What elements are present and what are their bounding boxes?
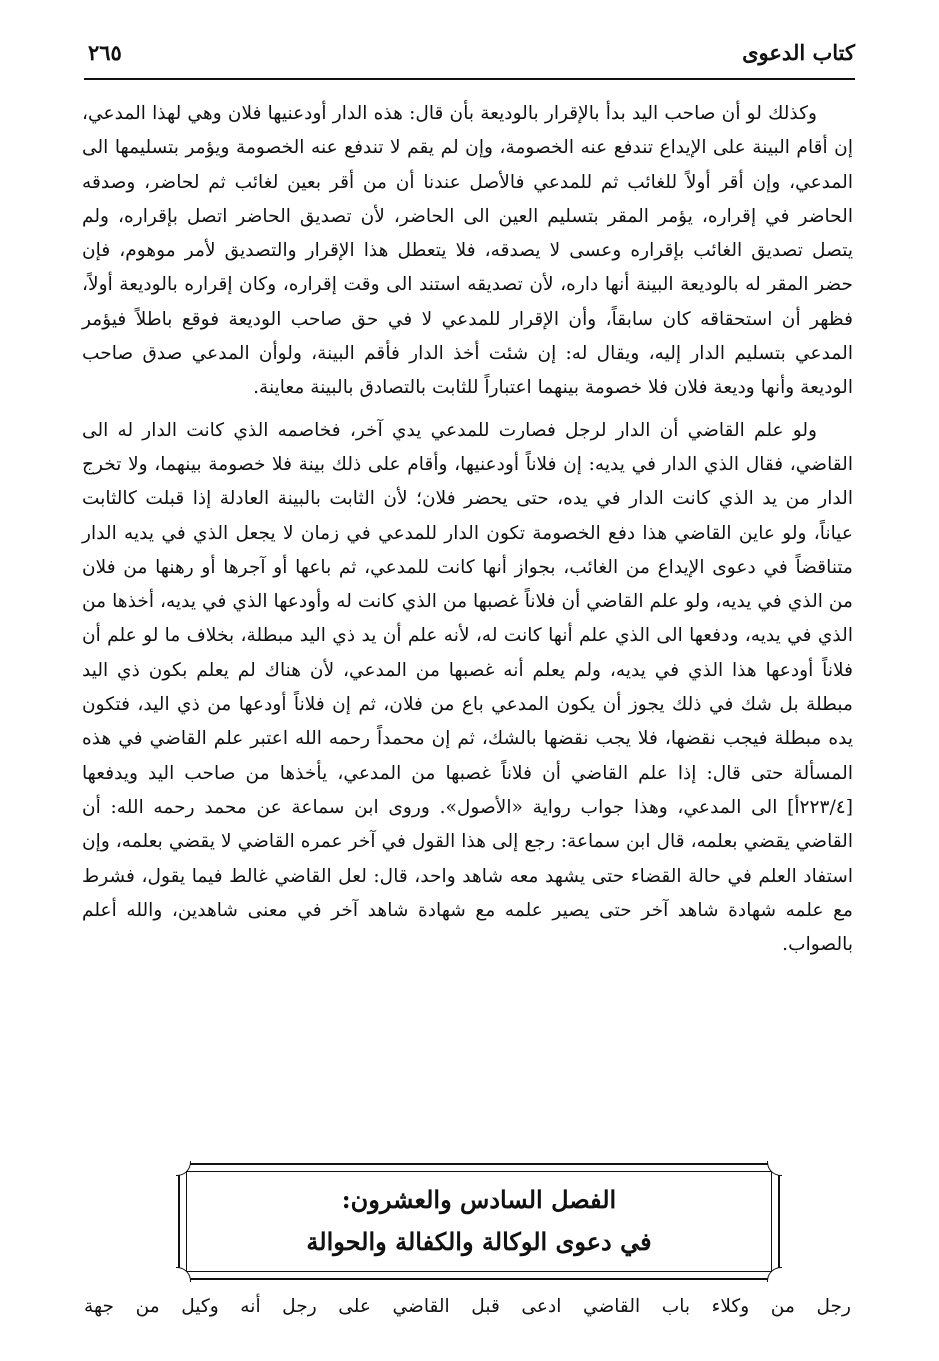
paragraph-2: ولو علم القاضي أن الدار لرجل فصارت للمدعي يدي آخر، فخاصمه الذي كانت الدار له الى القاضي، فقال الذي الدار في يديه: إن فلاناً أودعنيها، وأقام على ذلك بينة فلا خصومة بينهما، ولا تخرج الدار من يد الذي كانت الدار في يده، حتى يحضر فلان؛ لأن الثابت بالبينة العادلة إذا قبلت كالثابت عياناً، ولو عاين القاضي هذا دفع الخصومة تكون الدار للمدعي في زمان لا يجعل الذي في يديه الدار متناقضاً في دعوى الإيداع من الغائب، بجواز أنها كانت للمدعي، ثم باعها أو آجرها أو رهنها من فلان من الذي في يديه، ولو علم القاضي أن فلاناً غصبها من الذي كانت له وأودعها الذي في يديه، أخذها من الذي في يديه، ودفعها الى الذي علم أنها كانت له، لأنه علم أن يد ذي اليد مبطلة، بخلاف ما لو علم أن فلاناً أودعها هذا الذي في يديه، ولم يعلم أنه غصبها من المدعي، لأن هناك لم يعلم بكون ذي اليد مبطلة بل شك في ذلك يجوز أن يكون المدعي باع من فلان، ثم إن فلاناً أودعها من ذي اليد، فتكون يده مبطلة فيجب نقضها، فلا يجب نقضها بالشك، ثم إن محمداً رحمه الله اعتبر علم القاضي في هذه المسألة حتى قال: إذا علم القاضي أن فلاناً غصبها من المدعي، يأخذها من صاحب اليد ويدفعها [٢٢٣/٤أ] الى المدعي، وهذا جواب رواية «الأصول». وروى ابن سماعة عن محمد رحمه الله: أن القاضي يقضي بعلمه، قال ابن سماعة: رجع إلى هذا القول في آخر عمره القاضي لا يقضي بعلمه، وإن استفاد العلم في حالة القضاء حتى يشهد معه شاهد واحد، قال: لعل القاضي غالط فيما يقول، فشرط مع علمه شهادة شاهد آخر حتى يصير علمه مع شهادة شاهد آخر في معنى شاهدين، والله أعلم بالصواب.: [82, 419, 854, 956]
chapter-subtitle: في دعوى الوكالة والكفالة والحوالة: [306, 1227, 652, 1256]
page-number: ٢٦٥: [88, 40, 122, 65]
chapter-heading-box: [178, 1163, 780, 1280]
chapter-title: الفصل السادس والعشرون:: [341, 1185, 617, 1214]
body-text: [82, 97, 853, 970]
paragraph-1: وكذلك لو أن صاحب اليد بدأ بالإقرار بالوديعة بأن قال: هذه الدار أودعنيها فلان وهي لهذا المدعي، إن أقام البينة على الإيداع تندفع عنه الخصومة، وإن لم يقم لا تندفع عنه الخصومة ويؤمر بتسليمها الى المدعي، وإن أقر أولاً للغائب ثم للمدعي فالأصل عندنا أن من أقر بعين لغائب ثم لحاضر، وصدقه الحاضر في إقراره، يؤمر المقر بتسليم العين الى الحاضر، لأن تصديق الحاضر اتصل بإقراره، ولم يتصل تصديق الغائب بإقراره وعسى لا يصدقه، فلا يتعطل هذا الإقرار والتصديق لأمر موهوم، فإن حضر المقر له بالوديعة البينة أنها داره، لأن تصديقه استند الى وقت إقراره، وكان إقراره بالوديعة أولاً، فظهر أن استحقاقه كان سابقاً، وأن الإقرار للمدعي لا في حق صاحب الوديعة فوقع باطلاً فيؤمر المدعي بتسليم الدار إليه، ويقال له: إن شئت أخذ الدار فأقم البينة، ولوأن المدعي صدق صاحب الوديعة وأنها وديعة فلان فلا خصومة بينهما اعتباراً للثابت بالتصادق بالبينة معاينة.: [82, 103, 853, 399]
page-header: [84, 38, 855, 80]
continuation-line: رجل من وكلاء باب القاضي ادعى قبل القاضي على رجل أنه وكيل من جهة: [84, 1296, 851, 1317]
book-title: كتاب الدعوى: [742, 40, 855, 65]
